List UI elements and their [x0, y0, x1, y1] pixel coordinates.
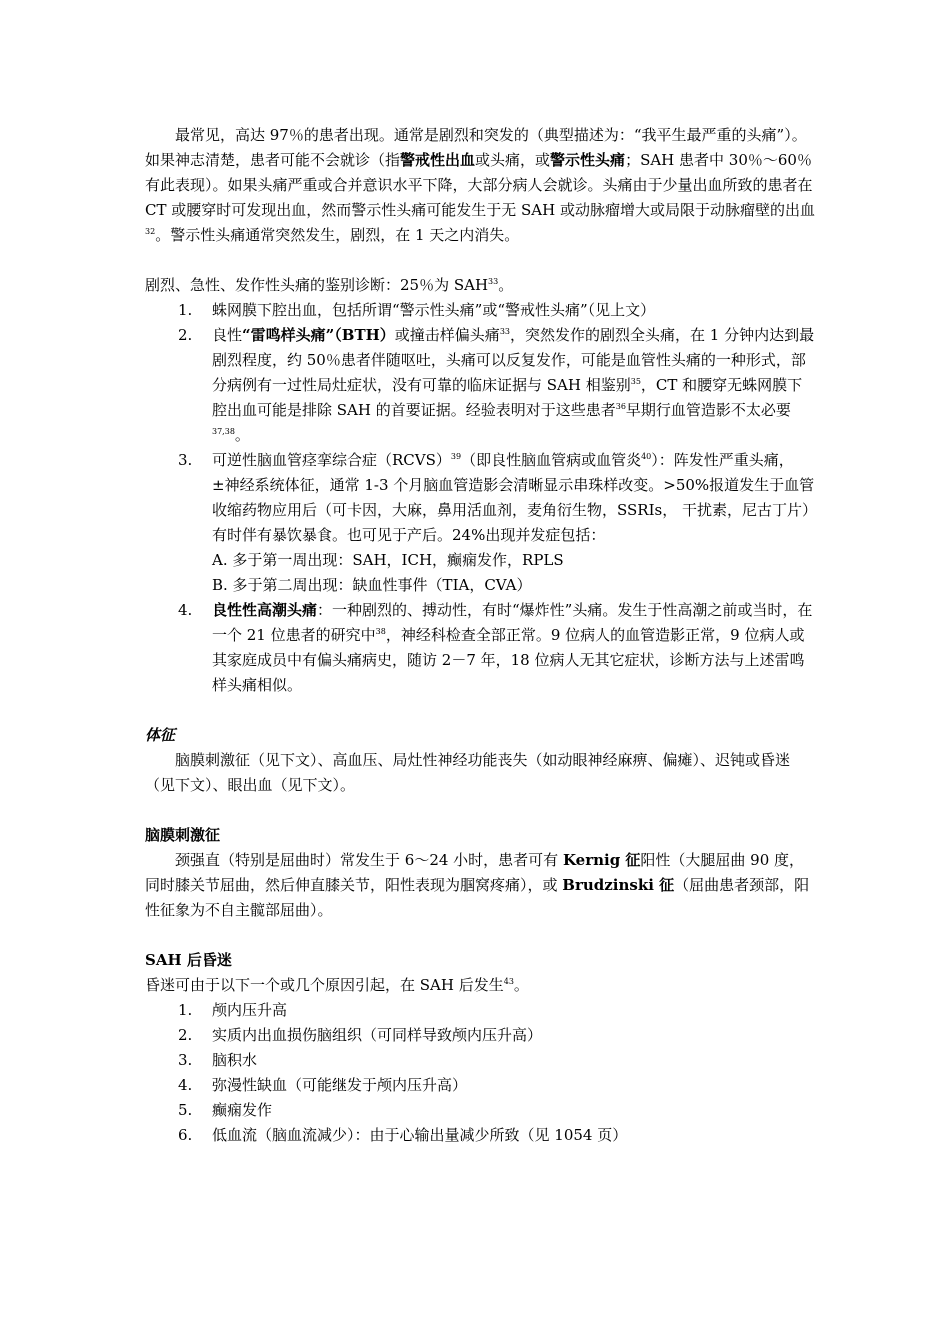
spacer	[145, 923, 815, 948]
list-item-text: 蛛网膜下腔出血，包括所谓“警示性头痛”或“警戒性头痛”（见上文）	[212, 301, 656, 319]
list-number: 5.	[178, 1101, 193, 1119]
list-item	[145, 1073, 815, 1098]
sub-item: B. 多于第二周出现：缺血性事件（TIA，CVA）	[212, 576, 532, 594]
bold-term-warning-headache: 警示性头痛	[550, 151, 626, 169]
text-run: 昏迷可由于以下一个或几个原因引起，在 SAH 后发生	[145, 976, 504, 994]
list-number: 1.	[178, 1001, 193, 1019]
bold-term-kernig: Kernig 征	[562, 851, 641, 869]
text-run: 。	[498, 276, 514, 294]
text-run: 颈强直（特别是屈曲时）常发生于 6～24 小时，患者可有	[175, 851, 563, 869]
differential-intro	[145, 273, 815, 298]
citation: 37,38	[212, 427, 235, 436]
text-run: （屈曲患者颈部，阳性征象为不自主髋部屈曲）。	[145, 876, 810, 919]
text-run: ：一种剧烈的、搏动性，有时“爆炸性”头痛。发生于性高潮之前或当时，在一个 21 位患者的研究中	[212, 601, 813, 644]
signs-paragraph: 脑膜刺激征（见下文）、高血压、局灶性神经功能丧失（如动眼神经麻痹、偏瘫）、迟钝或昏迷（见下文）、眼出血（见下文）。	[145, 751, 791, 794]
text-run: ；SAH 患者中 30％～60％有此表现）。如果头痛严重或合并意识水平下降，大部分病人会就诊。头痛由于少量出血所致的患者在 CT 或腰穿时可发现出血，然而警示性头痛可能发生于无 SAH 或动脉瘤增大或局限于动脉瘤壁的出血	[145, 151, 815, 219]
list-number: 2.	[178, 1026, 193, 1044]
list-number: 3.	[178, 1051, 193, 1069]
list-item-text: 癫痫发作	[212, 1101, 273, 1119]
list-item	[145, 1048, 815, 1073]
list-item-text: 实质内出血损伤脑组织（可同样导致颅内压升高）	[212, 1026, 543, 1044]
differential-list	[145, 298, 815, 698]
list-number: 3.	[178, 451, 193, 469]
text-run: ）：阵发性严重头痛，±神经系统体征，通常 1-3 个月脑血管造影会清晰显示串珠样改变。>50%报道发生于血管收缩药物应用后（可卡因，大麻，鼻用活血剂，麦角衍生物，SSRIs， 干扰素，尼古丁片）有时伴有暴饮暴食。也可见于产后。24%出现并发症包括：	[212, 451, 815, 544]
text-run: ，神经科检查全部正常。9 位病人的血管造影正常，9 位病人或其家庭成员中有偏头痛病史，随访 2－7 年，18 位病人无其它症状，诊断方法与上述雷鸣样头痛相似。	[212, 626, 805, 694]
citation: 39	[450, 452, 462, 461]
text-run: 或撞击样偏头痛	[394, 326, 500, 344]
list-number: 4.	[178, 601, 193, 619]
bold-term-orgasmic-headache: 良性性高潮头痛	[212, 601, 318, 619]
headache-paragraph	[145, 123, 815, 248]
list-item-text: 低血流（脑血流减少）：由于心输出量减少所致（见 1054 页）	[212, 1126, 628, 1144]
text-run: 阳性（大腿屈曲 90 度，同时膝关节屈曲，然后伸直膝关节，阳性表现为腘窝疼痛），或	[145, 851, 805, 894]
meningeal-paragraph	[145, 848, 815, 923]
spacer	[145, 798, 815, 823]
spacer	[145, 248, 815, 273]
section-heading-meningeal: 脑膜刺激征	[145, 826, 221, 844]
list-item	[145, 1123, 815, 1148]
list-item	[145, 448, 815, 598]
list-number: 6.	[178, 1126, 193, 1144]
list-number: 1.	[178, 301, 193, 319]
text-run: 良性	[212, 326, 243, 344]
citation: 43	[503, 977, 514, 986]
coma-intro	[145, 973, 815, 998]
text-run: 最常见，高达 97％的患者出现。通常是剧烈和突发的（典型描述为：“我平生最严重的头痛”）。如果神志清楚，患者可能不会就诊（指	[145, 126, 807, 169]
text-run: ，突然发作的剧烈全头痛，在 1 分钟内达到最剧烈程度，约 50％患者伴随呕吐，头痛可以反复发作，可能是血管性头痛的一种形式，部分病例有一过性局灶症状，没有可靠的临床证据与 SAH 相鉴别	[212, 326, 815, 394]
text-run: 。	[513, 976, 529, 994]
list-number: 4.	[178, 1076, 193, 1094]
list-item-text: 脑积水	[212, 1051, 258, 1069]
text-run: ，CT 和腰穿无蛛网膜下腔出血可能是排除 SAH 的首要证据。经验表明对于这些患者	[212, 376, 803, 419]
document-body	[145, 123, 815, 1148]
text-run: 或头痛，或	[475, 151, 551, 169]
bold-term-brudzinski: Brudzinski 征	[562, 876, 675, 894]
list-item	[145, 298, 815, 323]
section-heading-coma: SAH 后昏迷	[145, 951, 232, 969]
list-item-text: 弥漫性缺血（可能继发于颅内压升高）	[212, 1076, 468, 1094]
coma-causes-list	[145, 998, 815, 1148]
list-item	[145, 1098, 815, 1123]
citation: 38	[375, 627, 386, 636]
text-run: 剧烈、急性、发作性头痛的鉴别诊断：25％为 SAH	[145, 276, 489, 294]
citation: 40	[641, 452, 652, 461]
list-item	[145, 598, 815, 698]
text-run: 早期行血管造影不太必要	[625, 401, 791, 419]
text-run: 。警示性头痛通常突然发生，剧烈，在 1 天之内消失。	[155, 226, 520, 244]
text-run: 可逆性脑血管痉挛综合症（RCVS）	[212, 451, 451, 469]
citation: 33	[499, 327, 510, 336]
citation: 32	[145, 227, 156, 236]
list-item	[145, 323, 815, 448]
sub-item: A. 多于第一周出现：SAH，ICH，癫痫发作，RPLS	[212, 551, 564, 569]
text-run: （即良性脑血管病或血管炎	[461, 451, 642, 469]
list-item	[145, 1023, 815, 1048]
list-number: 2.	[178, 326, 193, 344]
list-item-text: 颅内压升高	[212, 1001, 288, 1019]
bold-term-thunderclap: “雷鸣样头痛”（BTH）	[242, 326, 395, 344]
citation: 33	[488, 277, 499, 286]
list-item	[145, 998, 815, 1023]
citation: 35	[630, 377, 641, 386]
spacer	[145, 698, 815, 723]
citation: 36	[615, 402, 626, 411]
text-run: 。	[234, 426, 250, 444]
section-heading-signs: 体征	[145, 726, 176, 744]
bold-term-sentinel-bleed: 警戒性出血	[400, 151, 476, 169]
